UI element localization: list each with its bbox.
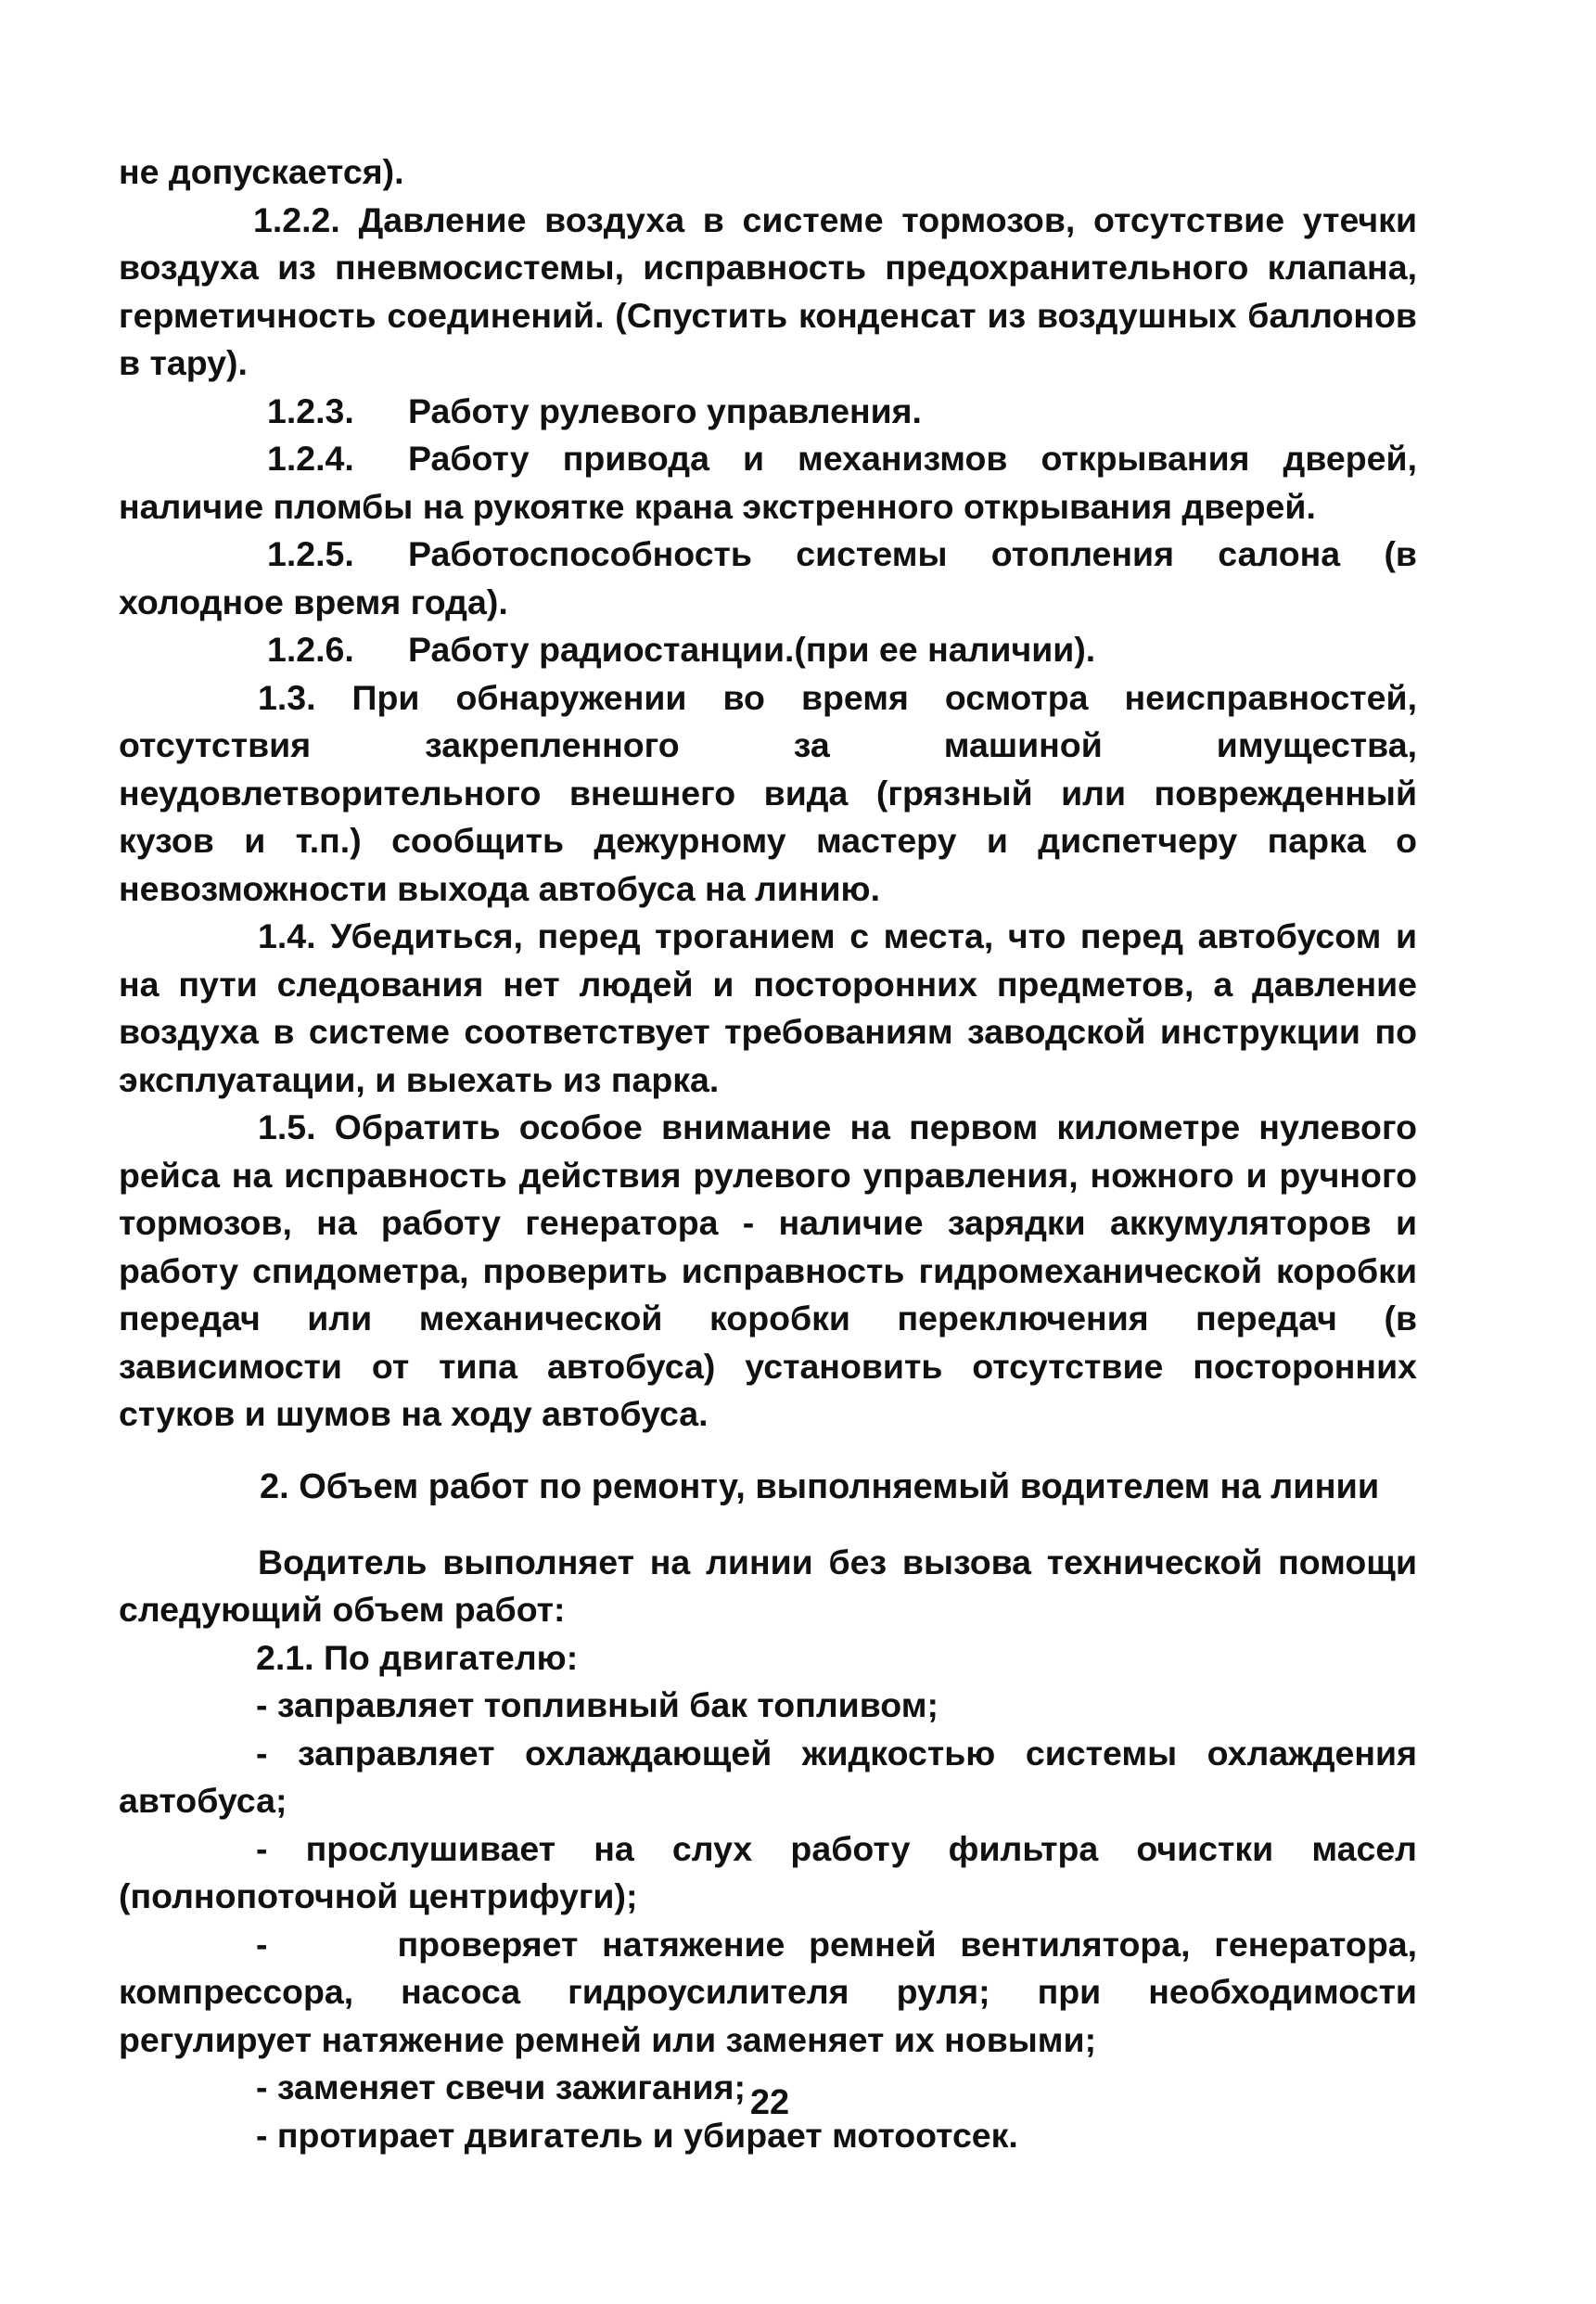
list-item: - заправляет охлаждающей жидкостью системы охлаждения автобуса; bbox=[119, 1733, 1417, 1820]
paragraph-1-2-3 bbox=[119, 388, 1417, 436]
section-intro: Водитель выполняет на линии без вызова технической помощи следующий объем работ: bbox=[119, 1542, 1417, 1629]
paragraph-1-2-4 bbox=[119, 435, 1417, 531]
page-number: 22 bbox=[749, 2083, 790, 2122]
section-heading: 2. Объем работ по ремонту, выполняемый водителем на линии bbox=[260, 1466, 1380, 1506]
paragraph-1-5: 1.5. Обратить особое внимание на первом километре нулевого рейса на исправность действия рулевого управления, ножного и ручного тормозов, на работу генератора - наличие зарядки аккумуляторов и работу спидометра, проверить исправность гидромеханической коробки передач или механической коробки переключения передач (в зависимости от типа автобуса) установить отсутствие посторонних стуков и шумов на ходу автобуса. bbox=[119, 1107, 1417, 1433]
paragraph-1-2-5 bbox=[119, 531, 1417, 626]
list-item: - протирает двигатель и убирает мотоотсек. bbox=[256, 2115, 1018, 2155]
paragraph-text: Давление воздуха в системе тормозов, отсутствие утечки воздуха из пневмосистемы, исправность предохранительного клапана, герметичность соединений. (Спустить конденсат из воздушных баллонов в тару). bbox=[119, 199, 1417, 382]
paragraph-1-4: 1.4. Убедиться, перед троганием с места, что перед автобусом и на пути следования нет людей и посторонних предметов, а давление воздуха в системе соответствует требованиям заводской инструкции по эксплуатации, и выехать из парка. bbox=[119, 916, 1417, 1099]
paragraph-number: 1.2.2. bbox=[253, 199, 340, 239]
paragraph-text: Работу привода и механизмов открывания дверей, наличие пломбы на рукоятке крана экстренного открывания дверей. bbox=[119, 439, 1417, 526]
list-item-text: проверяет натяжение ремней вентилятора, генератора, компрессора, насоса гидроусилителя руля; при необходимости регулирует натяжение ремней или заменяет их новыми; bbox=[119, 1924, 1417, 2059]
list-item: - заменяет свечи зажигания; bbox=[256, 2067, 746, 2106]
subsection-2-1: 2.1. По двигателю: bbox=[256, 1637, 579, 1677]
paragraph-text: Работу рулевого управления. bbox=[408, 390, 922, 430]
paragraph-1-3: 1.3. При обнаружении во время осмотра неисправностей, отсутствия закрепленного за машиной имущества, неудовлетворительного внешнего вида (грязный или поврежденный кузов и т.п.) сообщить дежурному мастеру и диспетчеру парка о невозможности выхода автобуса на линию. bbox=[119, 677, 1417, 908]
list-item: - прослушивает на слух работу фильтра очистки масел (полнопоточной центрифуги); bbox=[119, 1828, 1417, 1915]
list-item: - заправляет топливный бак топливом; bbox=[256, 1685, 938, 1724]
list-dash: - bbox=[256, 1924, 268, 1964]
paragraph-number: 1.2.5. bbox=[267, 534, 354, 573]
document-page bbox=[119, 148, 1417, 2159]
paragraph-number: 1.2.3. bbox=[267, 390, 354, 430]
paragraph-text: Работу радиостанции.(при ее наличии). bbox=[408, 630, 1096, 669]
paragraph-number: 1.2.4. bbox=[267, 439, 354, 478]
paragraph-1-2-2 bbox=[119, 197, 1417, 388]
paragraph-text: Работоспособность системы отопления салона (в холодное время года). bbox=[119, 534, 1417, 621]
paragraph-1-2-6 bbox=[119, 626, 1417, 674]
text-line: не допускается). bbox=[119, 152, 404, 191]
paragraph-number: 1.2.6. bbox=[267, 630, 354, 669]
list-item bbox=[119, 1921, 1417, 2065]
